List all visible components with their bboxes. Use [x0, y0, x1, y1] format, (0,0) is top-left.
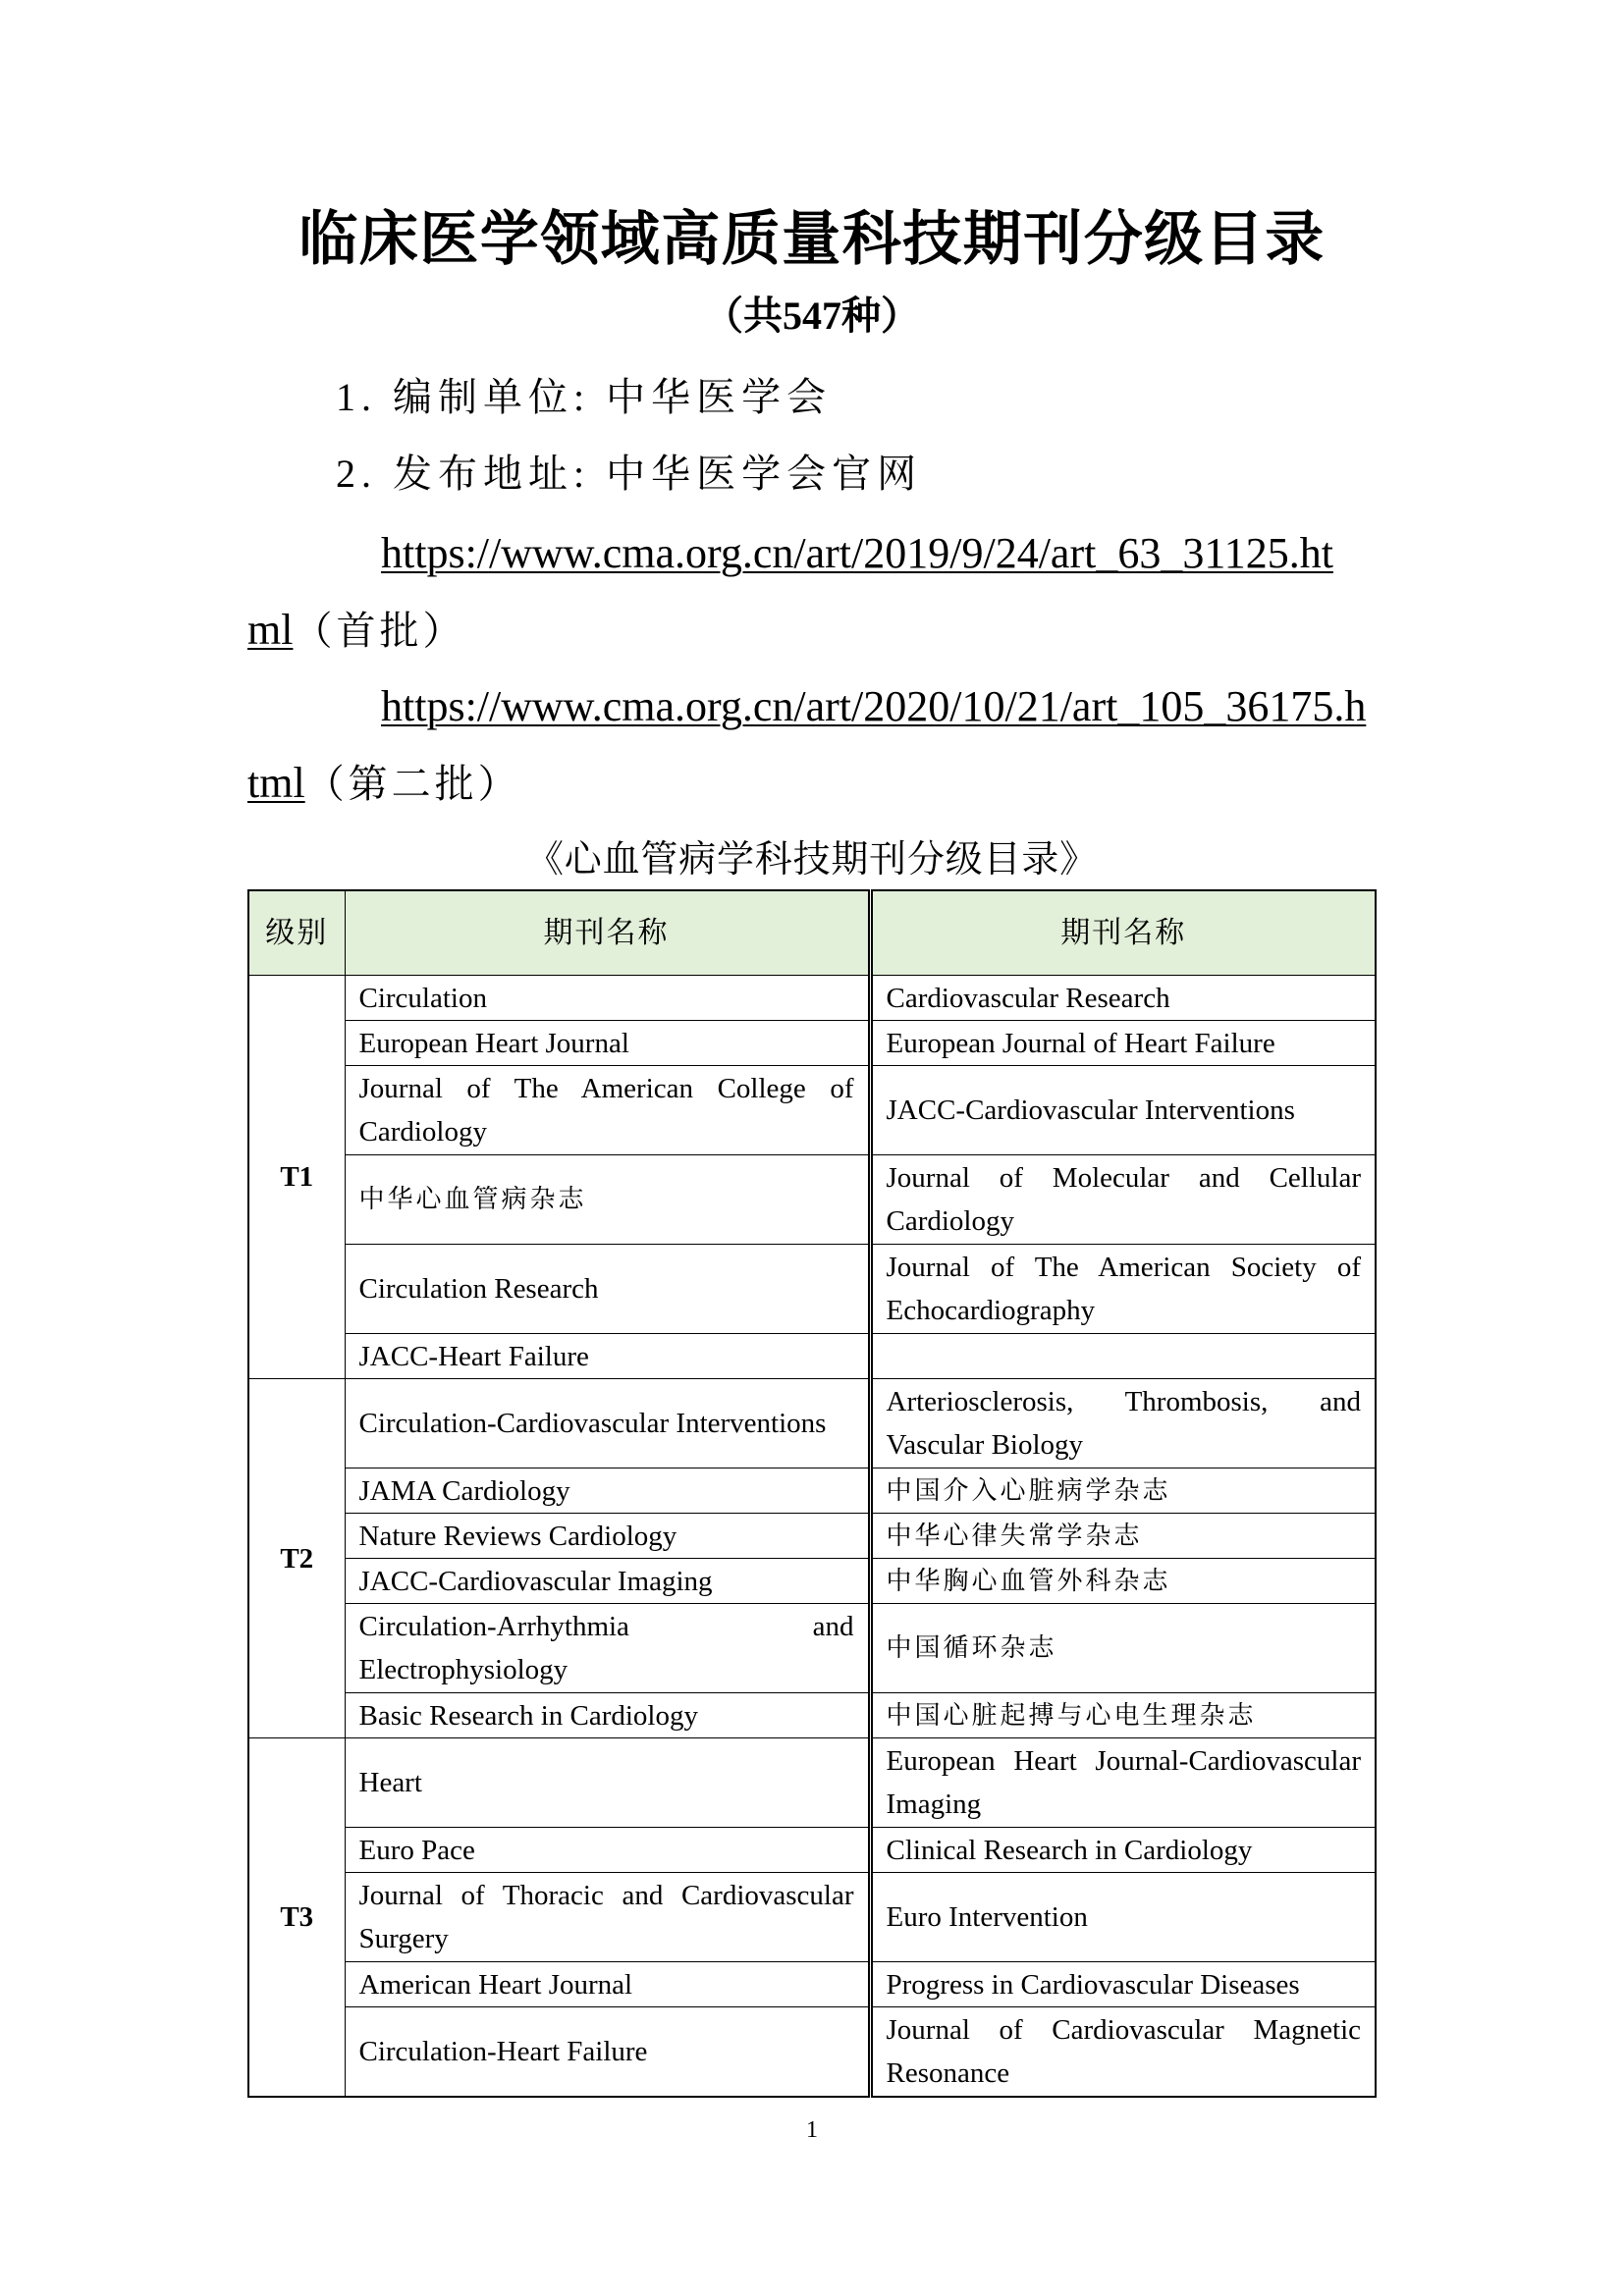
journal-name-cell: Basic Research in Cardiology	[345, 1693, 870, 1738]
journal-name-cell: Journal of Thoracic and Cardiovascular Surgery	[345, 1873, 870, 1962]
table-row	[248, 1155, 1376, 1245]
table-row	[248, 1738, 1376, 1828]
table-row	[248, 1379, 1376, 1468]
table-row	[248, 1021, 1376, 1066]
table-row	[248, 976, 1376, 1021]
page-number: 1	[806, 2117, 818, 2143]
journal-name-cell-empty	[870, 1334, 1376, 1379]
table-row	[248, 1559, 1376, 1604]
info-line-release-address: 2. 发布地址: 中华医学会官网	[336, 452, 923, 496]
level-cell-t2: T2	[248, 1379, 345, 1738]
journal-name-cell: 中华心血管病杂志	[345, 1155, 870, 1245]
journal-name-cell: 中国心脏起搏与心电生理杂志	[870, 1693, 1376, 1738]
page-title: 临床医学领域高质量科技期刊分级目录	[298, 205, 1326, 274]
info-line-compiler: 1. 编制单位: 中华医学会	[336, 375, 833, 419]
journal-name-cell: Journal of The American Society of Echocardiography	[870, 1245, 1376, 1334]
journal-name-cell: American Heart Journal	[345, 1962, 870, 2007]
journal-name-cell: Circulation-Cardiovascular Interventions	[345, 1379, 870, 1468]
link-batch-2-url-continued[interactable]: tml	[247, 759, 305, 807]
journal-name-cell: Progress in Cardiovascular Diseases	[870, 1962, 1376, 2007]
table-row	[248, 1604, 1376, 1693]
journal-name-cell: European Heart Journal-Cardiovascular Imaging	[870, 1738, 1376, 1828]
journal-name-cell: Clinical Research in Cardiology	[870, 1828, 1376, 1873]
journal-name-cell: Circulation-Arrhythmia and Electrophysiology	[345, 1604, 870, 1693]
journal-name-cell: Circulation	[345, 976, 870, 1021]
link-batch-2-note: （第二批）	[304, 762, 521, 806]
journal-name-cell: 中国循环杂志	[870, 1604, 1376, 1693]
journal-name-cell: European Journal of Heart Failure	[870, 1021, 1376, 1066]
journal-name-cell: Euro Pace	[345, 1828, 870, 1873]
link-batch-1-url[interactable]: https://www.cma.org.cn/art/2019/9/24/art_63_31125.ht	[381, 529, 1333, 577]
journal-name-cell: Journal of Cardiovascular Magnetic Resonance	[870, 2007, 1376, 2098]
header-journal-name-right: 期刊名称	[870, 890, 1376, 976]
level-cell-t3: T3	[248, 1738, 345, 2098]
journal-catalog-table	[247, 889, 1377, 2098]
table-row	[248, 1873, 1376, 1962]
journal-name-cell: Heart	[345, 1738, 870, 1828]
journal-name-cell: 中国介入心脏病学杂志	[870, 1468, 1376, 1514]
table-row	[248, 1693, 1376, 1738]
link-batch-1-note: （首批）	[293, 609, 466, 653]
journal-name-cell: JACC-Cardiovascular Interventions	[870, 1066, 1376, 1155]
table-row	[248, 1962, 1376, 2007]
header-level: 级别	[248, 890, 345, 976]
table-row	[248, 1514, 1376, 1559]
table-caption: 《心血管病学科技期刊分级目录》	[525, 837, 1098, 881]
journal-name-cell: Cardiovascular Research	[870, 976, 1376, 1021]
journal-name-cell: Nature Reviews Cardiology	[345, 1514, 870, 1559]
header-journal-name-left: 期刊名称	[345, 890, 870, 976]
journal-name-cell: JAMA Cardiology	[345, 1468, 870, 1514]
table-row	[248, 1828, 1376, 1873]
journal-name-cell: 中华心律失常学杂志	[870, 1514, 1376, 1559]
journal-name-cell: Journal of Molecular and Cellular Cardiology	[870, 1155, 1376, 1245]
journal-name-cell: Arteriosclerosis, Thrombosis, and Vascular Biology	[870, 1379, 1376, 1468]
link-batch-1-line	[381, 529, 1333, 578]
journal-name-cell: 中华胸心血管外科杂志	[870, 1559, 1376, 1604]
table-row	[248, 1066, 1376, 1155]
table-header-row	[248, 890, 1376, 976]
link-batch-2-continued-line	[247, 759, 521, 809]
journal-name-cell: Journal of The American College of Cardiology	[345, 1066, 870, 1155]
table-row	[248, 1245, 1376, 1334]
link-batch-2-line	[381, 682, 1366, 731]
journal-name-cell: European Heart Journal	[345, 1021, 870, 1066]
table-row	[248, 1334, 1376, 1379]
journal-name-cell: Euro Intervention	[870, 1873, 1376, 1962]
level-cell-t1: T1	[248, 976, 345, 1379]
link-batch-1-url-continued[interactable]: ml	[247, 606, 294, 654]
table-row	[248, 2007, 1376, 2098]
journal-name-cell: JACC-Heart Failure	[345, 1334, 870, 1379]
journal-count-subtitle: （共547种）	[704, 294, 920, 338]
link-batch-1-continued-line	[247, 606, 465, 656]
table-row	[248, 1468, 1376, 1514]
link-batch-2-url[interactable]: https://www.cma.org.cn/art/2020/10/21/art_105_36175.h	[381, 682, 1367, 730]
journal-name-cell: Circulation-Heart Failure	[345, 2007, 870, 2098]
journal-name-cell: JACC-Cardiovascular Imaging	[345, 1559, 870, 1604]
journal-name-cell: Circulation Research	[345, 1245, 870, 1334]
